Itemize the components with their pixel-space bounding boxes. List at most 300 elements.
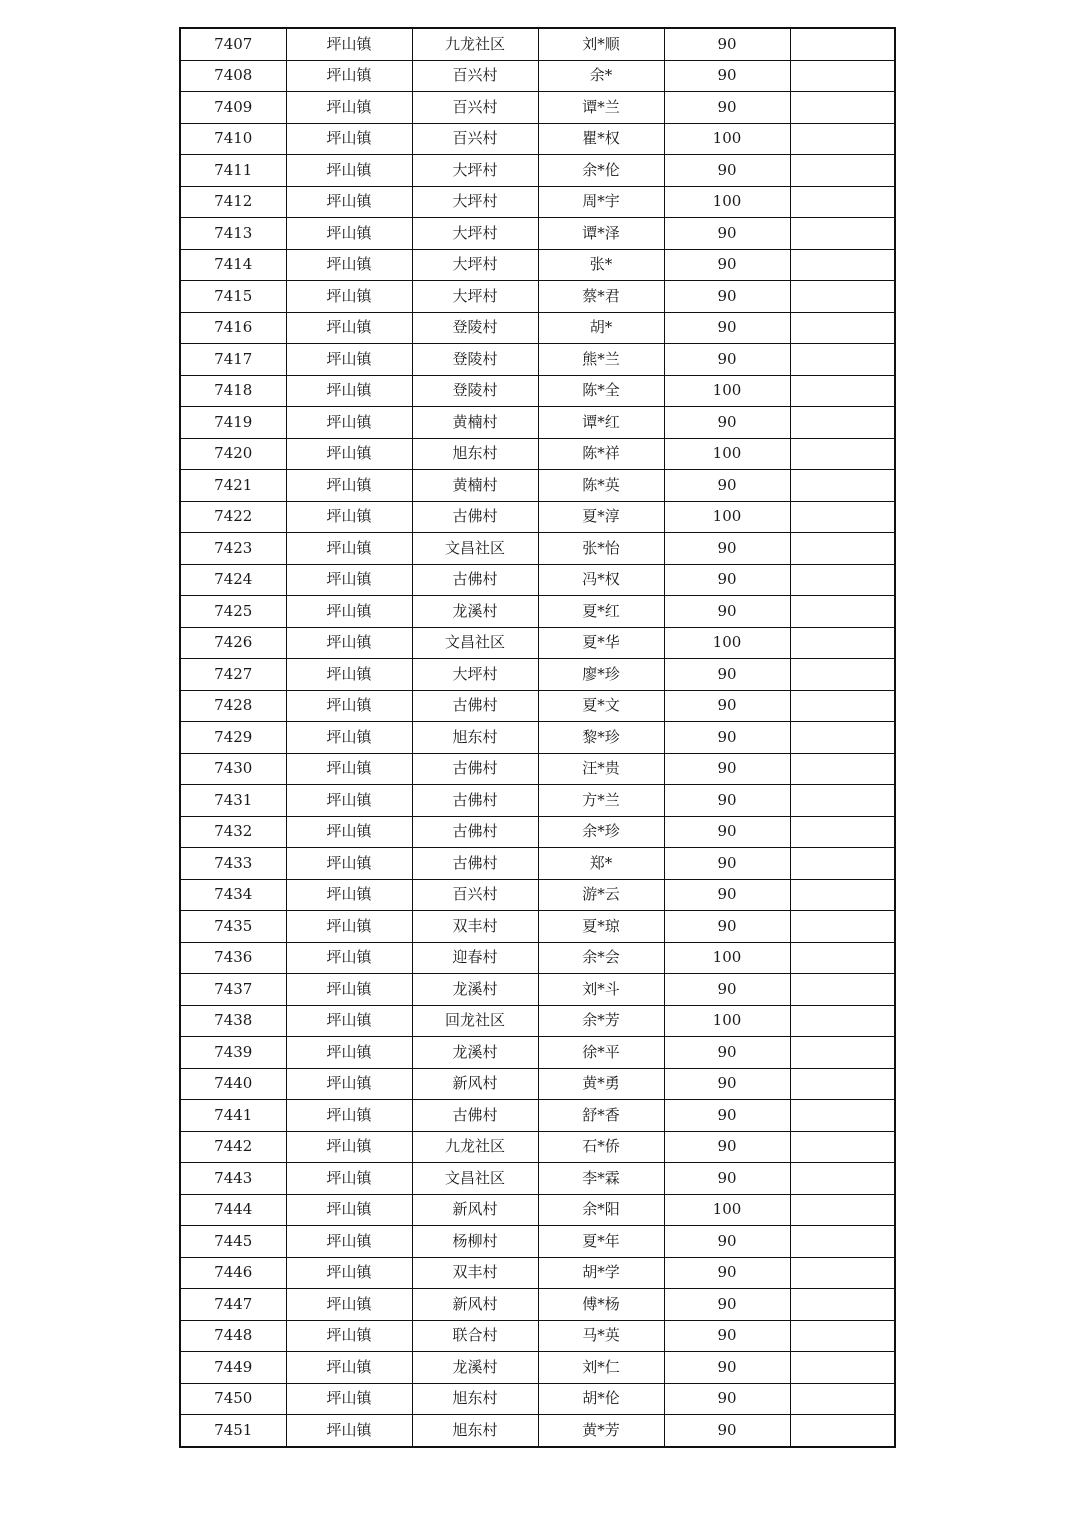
row-number-cell: 7441 bbox=[180, 1100, 286, 1132]
note-cell bbox=[790, 785, 895, 817]
table-row bbox=[180, 438, 895, 470]
village-cell: 黄楠村 bbox=[412, 407, 538, 439]
row-number-cell: 7420 bbox=[180, 438, 286, 470]
person-name-cell: 余*芳 bbox=[538, 1005, 664, 1037]
row-number-cell: 7444 bbox=[180, 1194, 286, 1226]
village-cell: 古佛村 bbox=[412, 816, 538, 848]
person-name-cell: 冯*权 bbox=[538, 564, 664, 596]
town-cell: 坪山镇 bbox=[286, 627, 412, 659]
town-cell: 坪山镇 bbox=[286, 1068, 412, 1100]
note-cell bbox=[790, 596, 895, 628]
table-row bbox=[180, 690, 895, 722]
note-cell bbox=[790, 375, 895, 407]
row-number-cell: 7422 bbox=[180, 501, 286, 533]
amount-cell: 90 bbox=[664, 155, 790, 187]
row-number-cell: 7423 bbox=[180, 533, 286, 565]
town-cell: 坪山镇 bbox=[286, 785, 412, 817]
person-name-cell: 刘*斗 bbox=[538, 974, 664, 1006]
village-cell: 旭东村 bbox=[412, 438, 538, 470]
table-row bbox=[180, 1289, 895, 1321]
note-cell bbox=[790, 690, 895, 722]
note-cell bbox=[790, 1005, 895, 1037]
note-cell bbox=[790, 942, 895, 974]
amount-cell: 90 bbox=[664, 848, 790, 880]
person-name-cell: 陈*英 bbox=[538, 470, 664, 502]
note-cell bbox=[790, 974, 895, 1006]
town-cell: 坪山镇 bbox=[286, 123, 412, 155]
person-name-cell: 余*阳 bbox=[538, 1194, 664, 1226]
village-cell: 龙溪村 bbox=[412, 596, 538, 628]
note-cell bbox=[790, 1320, 895, 1352]
town-cell: 坪山镇 bbox=[286, 28, 412, 60]
village-cell: 大坪村 bbox=[412, 218, 538, 250]
amount-cell: 100 bbox=[664, 501, 790, 533]
row-number-cell: 7448 bbox=[180, 1320, 286, 1352]
person-name-cell: 余* bbox=[538, 60, 664, 92]
row-number-cell: 7432 bbox=[180, 816, 286, 848]
town-cell: 坪山镇 bbox=[286, 816, 412, 848]
table-row bbox=[180, 470, 895, 502]
village-cell: 文昌社区 bbox=[412, 1163, 538, 1195]
village-cell: 龙溪村 bbox=[412, 1037, 538, 1069]
amount-cell: 100 bbox=[664, 186, 790, 218]
table-row bbox=[180, 1068, 895, 1100]
row-number-cell: 7409 bbox=[180, 92, 286, 124]
amount-cell: 100 bbox=[664, 438, 790, 470]
town-cell: 坪山镇 bbox=[286, 533, 412, 565]
town-cell: 坪山镇 bbox=[286, 155, 412, 187]
village-cell: 百兴村 bbox=[412, 92, 538, 124]
town-cell: 坪山镇 bbox=[286, 722, 412, 754]
row-number-cell: 7445 bbox=[180, 1226, 286, 1258]
row-number-cell: 7424 bbox=[180, 564, 286, 596]
person-name-cell: 夏*红 bbox=[538, 596, 664, 628]
village-cell: 登陵村 bbox=[412, 375, 538, 407]
village-cell: 杨柳村 bbox=[412, 1226, 538, 1258]
row-number-cell: 7421 bbox=[180, 470, 286, 502]
table-row bbox=[180, 879, 895, 911]
amount-cell: 90 bbox=[664, 1257, 790, 1289]
amount-cell: 90 bbox=[664, 92, 790, 124]
table-row bbox=[180, 312, 895, 344]
row-number-cell: 7426 bbox=[180, 627, 286, 659]
amount-cell: 90 bbox=[664, 1037, 790, 1069]
town-cell: 坪山镇 bbox=[286, 1163, 412, 1195]
village-cell: 登陵村 bbox=[412, 312, 538, 344]
table-row bbox=[180, 627, 895, 659]
amount-cell: 90 bbox=[664, 1068, 790, 1100]
person-name-cell: 游*云 bbox=[538, 879, 664, 911]
amount-cell: 90 bbox=[664, 879, 790, 911]
table-row bbox=[180, 186, 895, 218]
village-cell: 九龙社区 bbox=[412, 28, 538, 60]
note-cell bbox=[790, 155, 895, 187]
amount-cell: 90 bbox=[664, 785, 790, 817]
row-number-cell: 7412 bbox=[180, 186, 286, 218]
amount-cell: 90 bbox=[664, 753, 790, 785]
table-row bbox=[180, 722, 895, 754]
town-cell: 坪山镇 bbox=[286, 848, 412, 880]
note-cell bbox=[790, 123, 895, 155]
amount-cell: 90 bbox=[664, 816, 790, 848]
amount-cell: 90 bbox=[664, 1415, 790, 1447]
amount-cell: 90 bbox=[664, 1383, 790, 1415]
table-row bbox=[180, 753, 895, 785]
row-number-cell: 7450 bbox=[180, 1383, 286, 1415]
table-row bbox=[180, 1163, 895, 1195]
note-cell bbox=[790, 60, 895, 92]
table-row bbox=[180, 28, 895, 60]
person-name-cell: 谭*红 bbox=[538, 407, 664, 439]
amount-cell: 100 bbox=[664, 942, 790, 974]
person-name-cell: 方*兰 bbox=[538, 785, 664, 817]
amount-cell: 100 bbox=[664, 375, 790, 407]
amount-cell: 90 bbox=[664, 596, 790, 628]
note-cell bbox=[790, 659, 895, 691]
person-name-cell: 傅*杨 bbox=[538, 1289, 664, 1321]
amount-cell: 90 bbox=[664, 1131, 790, 1163]
town-cell: 坪山镇 bbox=[286, 92, 412, 124]
row-number-cell: 7416 bbox=[180, 312, 286, 344]
village-cell: 文昌社区 bbox=[412, 533, 538, 565]
amount-cell: 100 bbox=[664, 1005, 790, 1037]
village-cell: 登陵村 bbox=[412, 344, 538, 376]
table-row bbox=[180, 249, 895, 281]
row-number-cell: 7436 bbox=[180, 942, 286, 974]
village-cell: 古佛村 bbox=[412, 1100, 538, 1132]
amount-cell: 90 bbox=[664, 1320, 790, 1352]
village-cell: 双丰村 bbox=[412, 1257, 538, 1289]
town-cell: 坪山镇 bbox=[286, 596, 412, 628]
table-row bbox=[180, 123, 895, 155]
person-name-cell: 廖*珍 bbox=[538, 659, 664, 691]
note-cell bbox=[790, 92, 895, 124]
person-name-cell: 郑* bbox=[538, 848, 664, 880]
village-cell: 旭东村 bbox=[412, 722, 538, 754]
note-cell bbox=[790, 186, 895, 218]
village-cell: 龙溪村 bbox=[412, 974, 538, 1006]
note-cell bbox=[790, 722, 895, 754]
person-name-cell: 夏*琼 bbox=[538, 911, 664, 943]
amount-cell: 90 bbox=[664, 911, 790, 943]
town-cell: 坪山镇 bbox=[286, 1289, 412, 1321]
village-cell: 大坪村 bbox=[412, 186, 538, 218]
village-cell: 文昌社区 bbox=[412, 627, 538, 659]
note-cell bbox=[790, 1068, 895, 1100]
town-cell: 坪山镇 bbox=[286, 564, 412, 596]
person-name-cell: 夏*年 bbox=[538, 1226, 664, 1258]
amount-cell: 90 bbox=[664, 564, 790, 596]
table-row bbox=[180, 218, 895, 250]
person-name-cell: 刘*仁 bbox=[538, 1352, 664, 1384]
village-cell: 古佛村 bbox=[412, 690, 538, 722]
row-number-cell: 7434 bbox=[180, 879, 286, 911]
village-cell: 百兴村 bbox=[412, 879, 538, 911]
person-name-cell: 石*侨 bbox=[538, 1131, 664, 1163]
village-cell: 九龙社区 bbox=[412, 1131, 538, 1163]
row-number-cell: 7427 bbox=[180, 659, 286, 691]
table-row bbox=[180, 344, 895, 376]
note-cell bbox=[790, 470, 895, 502]
person-name-cell: 刘*顺 bbox=[538, 28, 664, 60]
note-cell bbox=[790, 1415, 895, 1447]
row-number-cell: 7417 bbox=[180, 344, 286, 376]
amount-cell: 90 bbox=[664, 1352, 790, 1384]
note-cell bbox=[790, 1100, 895, 1132]
town-cell: 坪山镇 bbox=[286, 659, 412, 691]
table-row bbox=[180, 1194, 895, 1226]
table-row bbox=[180, 501, 895, 533]
town-cell: 坪山镇 bbox=[286, 218, 412, 250]
person-name-cell: 张* bbox=[538, 249, 664, 281]
town-cell: 坪山镇 bbox=[286, 407, 412, 439]
table-row bbox=[180, 1257, 895, 1289]
table-row bbox=[180, 1383, 895, 1415]
person-name-cell: 夏*华 bbox=[538, 627, 664, 659]
person-name-cell: 汪*贵 bbox=[538, 753, 664, 785]
row-number-cell: 7433 bbox=[180, 848, 286, 880]
table-row bbox=[180, 155, 895, 187]
row-number-cell: 7451 bbox=[180, 1415, 286, 1447]
town-cell: 坪山镇 bbox=[286, 879, 412, 911]
village-cell: 旭东村 bbox=[412, 1383, 538, 1415]
amount-cell: 90 bbox=[664, 1289, 790, 1321]
amount-cell: 100 bbox=[664, 1194, 790, 1226]
row-number-cell: 7411 bbox=[180, 155, 286, 187]
row-number-cell: 7413 bbox=[180, 218, 286, 250]
table-row bbox=[180, 1100, 895, 1132]
amount-cell: 90 bbox=[664, 60, 790, 92]
person-name-cell: 陈*全 bbox=[538, 375, 664, 407]
amount-cell: 90 bbox=[664, 218, 790, 250]
table-row bbox=[180, 533, 895, 565]
person-name-cell: 陈*祥 bbox=[538, 438, 664, 470]
amount-cell: 90 bbox=[664, 1226, 790, 1258]
note-cell bbox=[790, 848, 895, 880]
village-cell: 古佛村 bbox=[412, 753, 538, 785]
table-row bbox=[180, 407, 895, 439]
table-row bbox=[180, 60, 895, 92]
person-name-cell: 马*英 bbox=[538, 1320, 664, 1352]
town-cell: 坪山镇 bbox=[286, 753, 412, 785]
table-row bbox=[180, 1320, 895, 1352]
village-cell: 古佛村 bbox=[412, 785, 538, 817]
table-row bbox=[180, 785, 895, 817]
note-cell bbox=[790, 1226, 895, 1258]
note-cell bbox=[790, 1289, 895, 1321]
village-cell: 龙溪村 bbox=[412, 1352, 538, 1384]
amount-cell: 90 bbox=[664, 281, 790, 313]
person-name-cell: 余*伦 bbox=[538, 155, 664, 187]
person-name-cell: 黎*珍 bbox=[538, 722, 664, 754]
town-cell: 坪山镇 bbox=[286, 1037, 412, 1069]
town-cell: 坪山镇 bbox=[286, 690, 412, 722]
town-cell: 坪山镇 bbox=[286, 1194, 412, 1226]
note-cell bbox=[790, 501, 895, 533]
note-cell bbox=[790, 564, 895, 596]
village-cell: 联合村 bbox=[412, 1320, 538, 1352]
village-cell: 大坪村 bbox=[412, 249, 538, 281]
row-number-cell: 7443 bbox=[180, 1163, 286, 1195]
town-cell: 坪山镇 bbox=[286, 470, 412, 502]
note-cell bbox=[790, 1257, 895, 1289]
village-cell: 新风村 bbox=[412, 1068, 538, 1100]
amount-cell: 90 bbox=[664, 249, 790, 281]
row-number-cell: 7446 bbox=[180, 1257, 286, 1289]
table-row bbox=[180, 816, 895, 848]
roster-table-body bbox=[180, 28, 895, 1447]
table-row bbox=[180, 1037, 895, 1069]
person-name-cell: 舒*香 bbox=[538, 1100, 664, 1132]
person-name-cell: 谭*兰 bbox=[538, 92, 664, 124]
village-cell: 百兴村 bbox=[412, 60, 538, 92]
amount-cell: 100 bbox=[664, 627, 790, 659]
table-row bbox=[180, 1131, 895, 1163]
amount-cell: 90 bbox=[664, 690, 790, 722]
row-number-cell: 7442 bbox=[180, 1131, 286, 1163]
note-cell bbox=[790, 627, 895, 659]
person-name-cell: 黄*勇 bbox=[538, 1068, 664, 1100]
amount-cell: 90 bbox=[664, 407, 790, 439]
town-cell: 坪山镇 bbox=[286, 281, 412, 313]
row-number-cell: 7418 bbox=[180, 375, 286, 407]
town-cell: 坪山镇 bbox=[286, 249, 412, 281]
note-cell bbox=[790, 281, 895, 313]
row-number-cell: 7415 bbox=[180, 281, 286, 313]
person-name-cell: 胡*学 bbox=[538, 1257, 664, 1289]
note-cell bbox=[790, 249, 895, 281]
table-row bbox=[180, 375, 895, 407]
town-cell: 坪山镇 bbox=[286, 1226, 412, 1258]
row-number-cell: 7425 bbox=[180, 596, 286, 628]
row-number-cell: 7437 bbox=[180, 974, 286, 1006]
note-cell bbox=[790, 1163, 895, 1195]
note-cell bbox=[790, 438, 895, 470]
note-cell bbox=[790, 1194, 895, 1226]
row-number-cell: 7419 bbox=[180, 407, 286, 439]
person-name-cell: 瞿*权 bbox=[538, 123, 664, 155]
note-cell bbox=[790, 816, 895, 848]
amount-cell: 90 bbox=[664, 659, 790, 691]
person-name-cell: 蔡*君 bbox=[538, 281, 664, 313]
town-cell: 坪山镇 bbox=[286, 438, 412, 470]
table-row bbox=[180, 564, 895, 596]
amount-cell: 90 bbox=[664, 722, 790, 754]
person-name-cell: 夏*淳 bbox=[538, 501, 664, 533]
note-cell bbox=[790, 533, 895, 565]
row-number-cell: 7410 bbox=[180, 123, 286, 155]
amount-cell: 90 bbox=[664, 312, 790, 344]
table-row bbox=[180, 1352, 895, 1384]
amount-cell: 90 bbox=[664, 974, 790, 1006]
table-row bbox=[180, 1226, 895, 1258]
village-cell: 旭东村 bbox=[412, 1415, 538, 1447]
town-cell: 坪山镇 bbox=[286, 1383, 412, 1415]
village-cell: 大坪村 bbox=[412, 659, 538, 691]
town-cell: 坪山镇 bbox=[286, 942, 412, 974]
town-cell: 坪山镇 bbox=[286, 501, 412, 533]
amount-cell: 90 bbox=[664, 1100, 790, 1132]
row-number-cell: 7431 bbox=[180, 785, 286, 817]
roster-table bbox=[179, 27, 896, 1448]
person-name-cell: 李*霖 bbox=[538, 1163, 664, 1195]
row-number-cell: 7439 bbox=[180, 1037, 286, 1069]
village-cell: 古佛村 bbox=[412, 848, 538, 880]
person-name-cell: 胡*伦 bbox=[538, 1383, 664, 1415]
person-name-cell: 徐*平 bbox=[538, 1037, 664, 1069]
amount-cell: 90 bbox=[664, 1163, 790, 1195]
note-cell bbox=[790, 911, 895, 943]
person-name-cell: 夏*文 bbox=[538, 690, 664, 722]
amount-cell: 90 bbox=[664, 28, 790, 60]
town-cell: 坪山镇 bbox=[286, 974, 412, 1006]
row-number-cell: 7447 bbox=[180, 1289, 286, 1321]
town-cell: 坪山镇 bbox=[286, 1131, 412, 1163]
table-row bbox=[180, 974, 895, 1006]
row-number-cell: 7428 bbox=[180, 690, 286, 722]
village-cell: 双丰村 bbox=[412, 911, 538, 943]
note-cell bbox=[790, 28, 895, 60]
person-name-cell: 黄*芳 bbox=[538, 1415, 664, 1447]
village-cell: 百兴村 bbox=[412, 123, 538, 155]
table-row bbox=[180, 1005, 895, 1037]
table-row bbox=[180, 942, 895, 974]
note-cell bbox=[790, 407, 895, 439]
town-cell: 坪山镇 bbox=[286, 375, 412, 407]
town-cell: 坪山镇 bbox=[286, 186, 412, 218]
village-cell: 回龙社区 bbox=[412, 1005, 538, 1037]
town-cell: 坪山镇 bbox=[286, 911, 412, 943]
amount-cell: 90 bbox=[664, 533, 790, 565]
row-number-cell: 7407 bbox=[180, 28, 286, 60]
table-row bbox=[180, 911, 895, 943]
note-cell bbox=[790, 218, 895, 250]
town-cell: 坪山镇 bbox=[286, 1320, 412, 1352]
note-cell bbox=[790, 879, 895, 911]
table-row bbox=[180, 1415, 895, 1447]
note-cell bbox=[790, 753, 895, 785]
town-cell: 坪山镇 bbox=[286, 1257, 412, 1289]
person-name-cell: 谭*泽 bbox=[538, 218, 664, 250]
table-row bbox=[180, 281, 895, 313]
note-cell bbox=[790, 1352, 895, 1384]
village-cell: 古佛村 bbox=[412, 564, 538, 596]
row-number-cell: 7429 bbox=[180, 722, 286, 754]
note-cell bbox=[790, 344, 895, 376]
person-name-cell: 张*怡 bbox=[538, 533, 664, 565]
town-cell: 坪山镇 bbox=[286, 60, 412, 92]
town-cell: 坪山镇 bbox=[286, 1415, 412, 1447]
village-cell: 黄楠村 bbox=[412, 470, 538, 502]
person-name-cell: 胡* bbox=[538, 312, 664, 344]
note-cell bbox=[790, 1131, 895, 1163]
town-cell: 坪山镇 bbox=[286, 344, 412, 376]
town-cell: 坪山镇 bbox=[286, 1352, 412, 1384]
row-number-cell: 7438 bbox=[180, 1005, 286, 1037]
row-number-cell: 7449 bbox=[180, 1352, 286, 1384]
table-row bbox=[180, 92, 895, 124]
amount-cell: 90 bbox=[664, 470, 790, 502]
town-cell: 坪山镇 bbox=[286, 1100, 412, 1132]
person-name-cell: 余*珍 bbox=[538, 816, 664, 848]
table-row bbox=[180, 596, 895, 628]
amount-cell: 90 bbox=[664, 344, 790, 376]
note-cell bbox=[790, 312, 895, 344]
village-cell: 大坪村 bbox=[412, 281, 538, 313]
table-row bbox=[180, 659, 895, 691]
note-cell bbox=[790, 1383, 895, 1415]
town-cell: 坪山镇 bbox=[286, 1005, 412, 1037]
